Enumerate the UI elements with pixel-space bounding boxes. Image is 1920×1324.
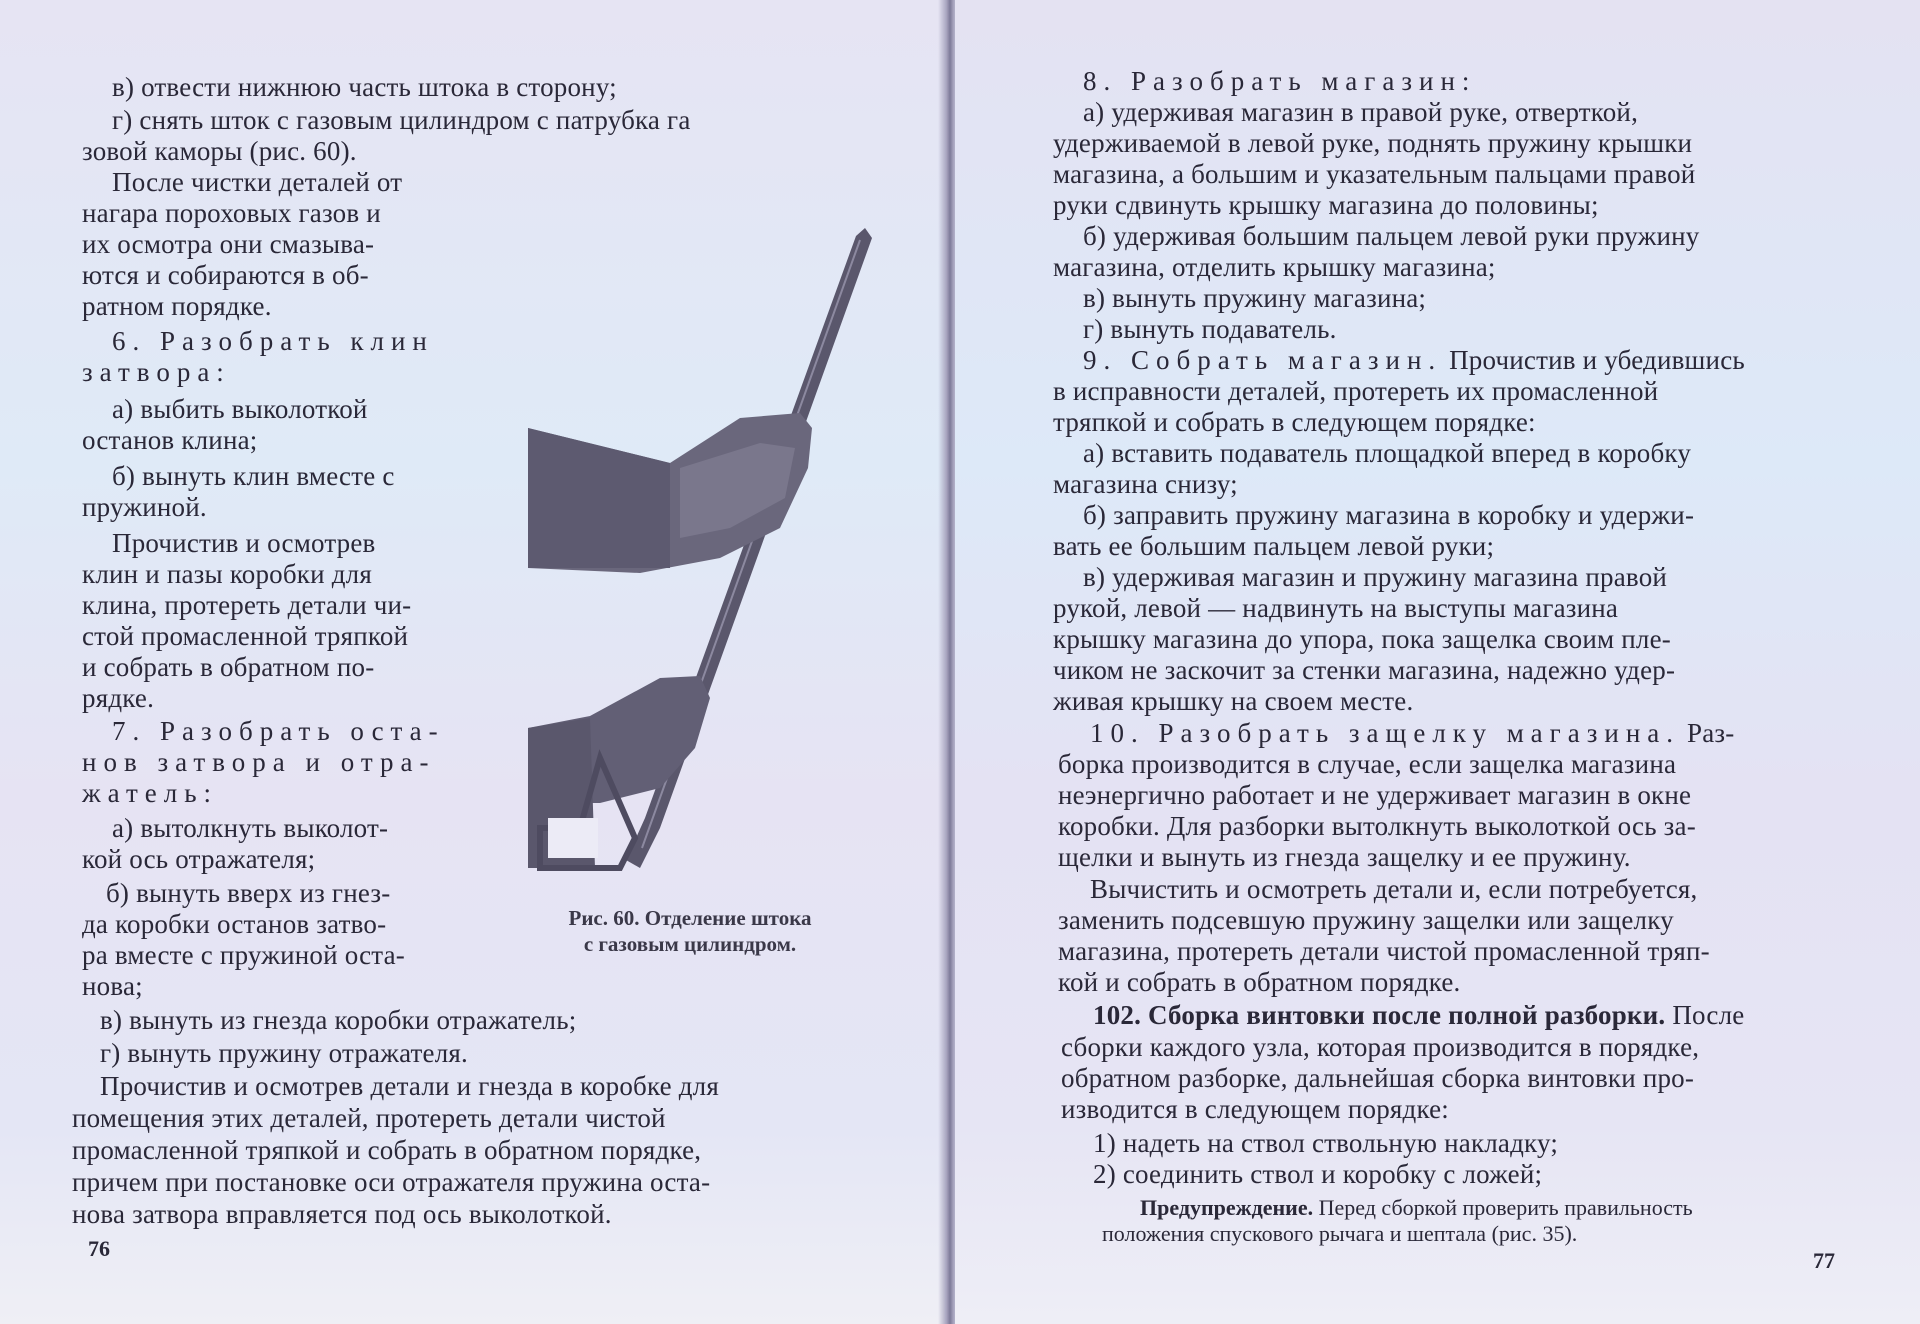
- step9-heading: 9. Собрать магазин.: [1083, 345, 1443, 375]
- text-line: щелки и вынуть из гнезда защелку и ее пружину.: [1058, 842, 1631, 872]
- text-line: клин и пазы коробки для: [82, 559, 372, 589]
- text-line: рукой, левой — надвинуть на выступы магазина: [1053, 593, 1619, 623]
- step7-heading: жатель:: [82, 778, 219, 808]
- text-line: б) вынуть клин вместе с: [112, 461, 395, 491]
- text-line: в) вынуть из гнезда коробки отражатель;: [100, 1005, 577, 1035]
- text-line: пружиной.: [82, 492, 207, 522]
- text-line: зовой каморы (рис. 60).: [82, 136, 357, 166]
- step10-line: [1090, 718, 1734, 748]
- step10-heading: 10. Разобрать защелку магазина.: [1090, 718, 1681, 748]
- text-line: г) вынуть подаватель.: [1083, 314, 1337, 344]
- text-line: коробки. Для разборки вытолкнуть выколоткой ось за-: [1058, 811, 1696, 841]
- step9-line: [1083, 345, 1745, 375]
- caption-line: Рис. 60. Отделение штока: [568, 906, 812, 930]
- text-line: тряпкой и собрать в следующем порядке:: [1053, 407, 1536, 437]
- text-line: г) вынуть пружину отражателя.: [100, 1038, 468, 1068]
- text-line: их осмотра они смазыва-: [82, 229, 375, 259]
- text-line: обратном разборке, дальнейшая сборка винтовки про-: [1061, 1063, 1695, 1093]
- text-line: магазина, отделить крышку магазина;: [1053, 252, 1496, 282]
- text-line: Прочистив и осмотрев детали и гнезда в коробке для: [100, 1071, 719, 1101]
- text-line: магазина, протереть детали чистой промасленной тряп-: [1058, 936, 1710, 966]
- text-line: стой промасленной тряпкой: [82, 621, 409, 651]
- text-line: магазина, а большим и указательным пальцами правой: [1053, 159, 1696, 189]
- text-line: После чистки деталей от: [112, 167, 403, 197]
- left-page: [0, 0, 945, 1324]
- text-line: борка производится в случае, если защелка магазина: [1058, 749, 1677, 779]
- text-line: крышку магазина до упора, пока защелка своим пле-: [1053, 624, 1671, 654]
- text-line: рядке.: [82, 683, 155, 713]
- caption-line: с газовым цилиндром.: [583, 932, 797, 956]
- text-line: кой ось отражателя;: [82, 844, 316, 874]
- text-span: Прочистив и убедившись: [1449, 345, 1745, 375]
- step6-heading: затвора:: [82, 357, 231, 387]
- text-line: положения спускового рычага и шептала (рис. 35).: [1102, 1221, 1578, 1246]
- text-line: нова затвора вправляется под ось выколоткой.: [72, 1199, 612, 1229]
- text-line: в) вынуть пружину магазина;: [1083, 283, 1427, 313]
- text-line: а) удерживая магазин в правой руке, отверткой,: [1083, 97, 1639, 127]
- text-line: да коробки останов затво-: [82, 909, 387, 939]
- text-line: б) удерживая большим пальцем левой руки пружину: [1083, 221, 1700, 251]
- step8-heading: 8. Разобрать магазин:: [1083, 66, 1477, 96]
- text-line: в) удерживая магазин и пружину магазина правой: [1083, 562, 1668, 592]
- page-number-right: 77: [1813, 1248, 1835, 1273]
- text-line: Вычистить и осмотреть детали и, если потребуется,: [1090, 874, 1698, 904]
- text-line: удерживаемой в левой руке, поднять пружину крышки: [1053, 128, 1693, 158]
- text-line: г) снять шток с газовым цилиндром с патрубка га: [112, 105, 691, 135]
- text-line: б) вынуть вверх из гнез-: [106, 878, 391, 908]
- section102-line: [1093, 1000, 1744, 1030]
- step7-heading: 7. Разобрать оста-: [112, 716, 445, 746]
- section102-heading: 102. Сборка винтовки после полной разборки.: [1093, 1000, 1666, 1030]
- step6-heading: 6. Разобрать клин: [112, 326, 434, 356]
- text-line: ра вместе с пружиной оста-: [82, 940, 405, 970]
- warning-line: [1140, 1195, 1693, 1221]
- hands-holding-rod-illustration-icon: [520, 228, 880, 878]
- warning-label: Предупреждение.: [1140, 1195, 1314, 1220]
- right-page: [955, 0, 1920, 1324]
- text-line: ются и собираются в об-: [82, 260, 369, 290]
- text-line: живая крышку на своем месте.: [1053, 686, 1414, 716]
- text-line: 1) надеть на ствол ствольную накладку;: [1093, 1128, 1559, 1158]
- text-line: а) вставить подаватель площадкой вперед в коробку: [1083, 438, 1692, 468]
- text-line: вать ее большим пальцем левой руки;: [1053, 531, 1495, 561]
- text-line: и собрать в обратном по-: [82, 652, 375, 682]
- text-line: останов клина;: [82, 425, 258, 455]
- text-line: Прочистив и осмотрев: [112, 528, 376, 558]
- text-line: кой и собрать в обратном порядке.: [1058, 967, 1461, 997]
- text-line: нагара пороховых газов и: [82, 198, 381, 228]
- step7-heading: нов затвора и отра-: [82, 747, 436, 777]
- text-line: 2) соединить ствол и коробку с ложей;: [1093, 1159, 1543, 1189]
- text-line: а) выбить выколоткой: [112, 394, 368, 424]
- text-line: б) заправить пружину магазина в коробку и удержи-: [1083, 500, 1695, 530]
- text-line: ратном порядке.: [82, 291, 272, 321]
- figure-60: [520, 228, 880, 878]
- text-line: в исправности деталей, протереть их промасленной: [1053, 376, 1659, 406]
- page-number-left: 76: [88, 1236, 110, 1261]
- text-line: заменить подсевшую пружину защелки или защелку: [1058, 905, 1674, 935]
- text-line: чиком не заскочит за стенки магазина, надежно удер-: [1053, 655, 1676, 685]
- text-line: клина, протереть детали чи-: [82, 590, 412, 620]
- text-span: Перед сборкой проверить правильность: [1318, 1195, 1693, 1220]
- text-line: промасленной тряпкой и собрать в обратном порядке,: [72, 1135, 702, 1165]
- text-line: магазина снизу;: [1053, 469, 1238, 499]
- text-line: а) вытолкнуть выколот-: [112, 813, 389, 843]
- text-line: нова;: [82, 971, 143, 1001]
- text-line: помещения этих деталей, протереть детали чистой: [72, 1103, 666, 1133]
- text-line: изводится в следующем порядке:: [1061, 1094, 1450, 1124]
- text-line: руки сдвинуть крышку магазина до половины;: [1053, 190, 1599, 220]
- text-line: в) отвести нижнюю часть штока в сторону;: [112, 72, 617, 102]
- text-span: После: [1672, 1000, 1745, 1030]
- text-line: сборки каждого узла, которая производится в порядке,: [1061, 1032, 1700, 1062]
- text-line: причем при постановке оси отражателя пружина оста-: [72, 1167, 711, 1197]
- text-line: неэнергично работает и не удерживает магазин в окне: [1058, 780, 1692, 810]
- figure-caption: [520, 905, 860, 957]
- text-span: Раз-: [1686, 718, 1735, 748]
